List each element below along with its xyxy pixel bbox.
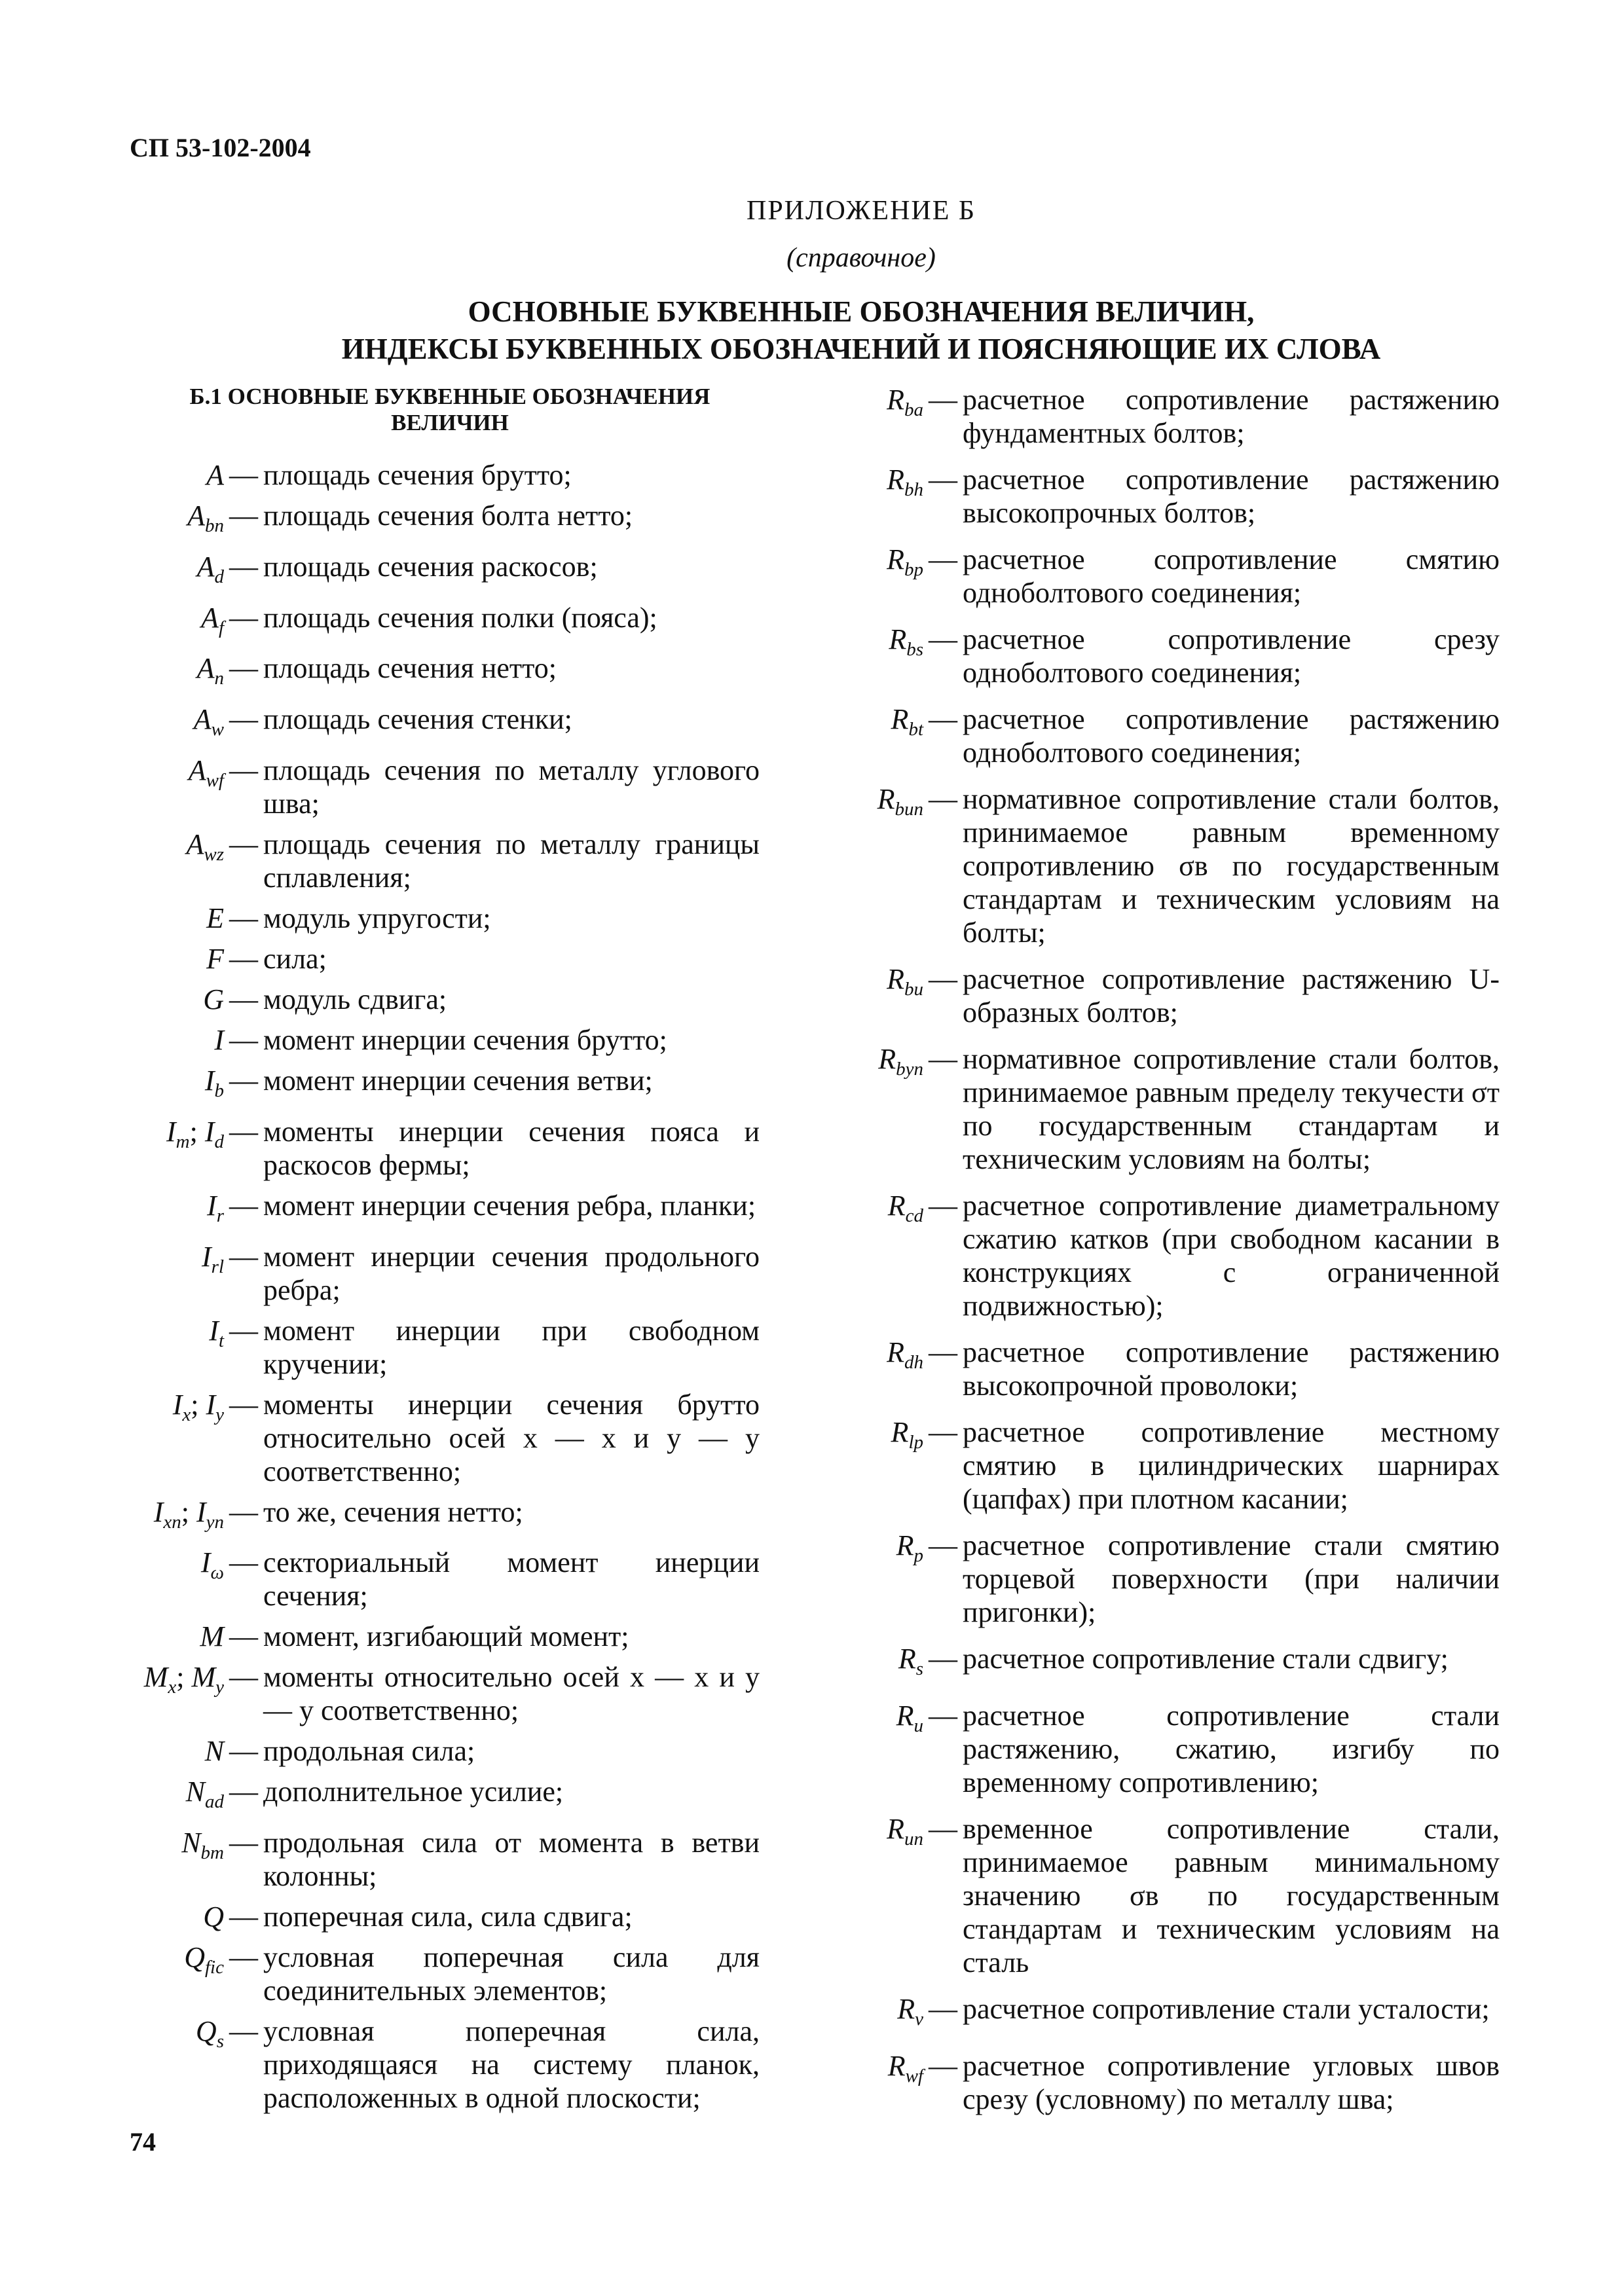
symbol: [124, 942, 224, 975]
symbol-subscript: y: [215, 1677, 224, 1698]
symbol-description: площадь сечения по металлу углового шва;: [263, 754, 760, 820]
symbol-description: момент, изгибающий момент;: [263, 1620, 629, 1653]
symbol-description: условная поперечная сила, приходящаяся на систему планок, расположенных в одной плоскости;: [263, 2015, 760, 2115]
entry-dash: —: [229, 902, 258, 934]
symbol: [124, 1064, 224, 1108]
symbol: [124, 1826, 224, 1870]
symbol-entry: [124, 1115, 760, 1182]
symbol-entry: [124, 754, 760, 820]
symbol-entry: [124, 1064, 760, 1108]
symbol-base: A: [187, 500, 205, 532]
entry-dash: —: [229, 550, 258, 583]
symbol-base: A: [201, 601, 219, 634]
symbol-description: площадь сечения брутто;: [263, 459, 572, 491]
symbol-base: A: [186, 828, 204, 860]
symbol: [845, 1812, 923, 1856]
symbol-subscript: bh: [904, 479, 923, 500]
entry-dash: —: [929, 384, 957, 416]
symbol-description: секториальный момент инерции сечения;: [263, 1546, 760, 1613]
symbol: [845, 383, 923, 427]
left-symbol-column: [124, 458, 760, 2122]
symbol-base: I: [214, 1023, 224, 1056]
symbol-subscript: n: [214, 668, 224, 689]
symbol: [124, 458, 224, 492]
symbol-base: I: [209, 1314, 219, 1347]
symbol-entry: [845, 1699, 1500, 1799]
appendix-note: (справочное): [786, 243, 936, 273]
symbol-description: площадь сечения раскосов;: [263, 550, 598, 583]
symbol: [845, 962, 923, 1006]
symbol: [124, 702, 224, 746]
entry-dash: —: [229, 1827, 258, 1859]
symbol-base: A: [188, 754, 206, 786]
symbol-description: нормативное сопротивление стали болтов, принимаемое равным пределу текучести σт по государственным стандартам и техническим условиям на болты;: [963, 1043, 1500, 1175]
symbol-base: I: [196, 1495, 206, 1528]
symbol: $I_{xn}$; $I_{yn}$: [153, 1495, 224, 1533]
symbol-description: площадь сечения болта нетто;: [263, 500, 633, 532]
symbol-subscript: m: [175, 1131, 190, 1152]
symbol-description: расчетное сопротивление стали сдвигу;: [963, 1643, 1449, 1675]
symbol-entry: [124, 601, 760, 645]
symbol-description: момент инерции сечения брутто;: [263, 1023, 667, 1056]
entry-dash: —: [229, 1023, 258, 1056]
symbol-base: R: [896, 1699, 914, 1732]
entry-dash: —: [229, 1064, 258, 1097]
entry-dash: —: [929, 1812, 957, 1845]
symbol-subscript: byn: [896, 1058, 923, 1080]
symbol: [124, 601, 224, 645]
symbol-subscript: lp: [908, 1431, 923, 1453]
symbol-description: дополнительное усилие;: [263, 1776, 564, 1808]
symbol-subscript: cd: [905, 1205, 923, 1226]
symbol: [124, 828, 224, 871]
symbol-subscript: s: [216, 2030, 224, 2052]
symbol-entry: [845, 623, 1500, 689]
symbol-subscript: r: [216, 1205, 224, 1226]
symbol: [124, 2014, 224, 2058]
section-title: [172, 384, 728, 436]
main-title-line-1: ОСНОВНЫЕ БУКВЕННЫЕ ОБОЗНАЧЕНИЯ ВЕЛИЧИН,: [468, 295, 1255, 328]
symbol-subscript: rl: [211, 1256, 224, 1277]
symbol-entry: [124, 1941, 760, 2007]
symbol-subscript: v: [915, 2008, 923, 2030]
symbol-entry: [124, 828, 760, 894]
symbol-description: момент инерции сечения ветви;: [263, 1064, 653, 1097]
entry-dash: —: [229, 1495, 258, 1528]
symbol: [845, 623, 923, 666]
symbol-entry: [124, 1023, 760, 1057]
symbol-description: площадь сечения по металлу границы сплавления;: [263, 828, 760, 894]
entry-dash: —: [229, 500, 258, 532]
symbol-base: A: [196, 550, 215, 583]
entry-dash: —: [929, 1992, 957, 2025]
entry-dash: —: [229, 1546, 258, 1579]
appendix-title: ПРИЛОЖЕНИЕ Б: [746, 196, 976, 226]
symbol-entry: [124, 1660, 760, 1727]
symbol-subscript: wf: [905, 2065, 923, 2086]
symbol-base: R: [877, 783, 895, 815]
entry-dash: —: [229, 828, 258, 860]
symbol-base: Q: [184, 1941, 205, 1974]
symbol-base: I: [206, 1388, 216, 1421]
symbol-base: I: [200, 1546, 211, 1579]
symbol-description: площадь сечения нетто;: [263, 652, 557, 685]
symbol-entry: [845, 962, 1500, 1029]
symbol-base: N: [185, 1776, 205, 1808]
entry-dash: —: [929, 1643, 957, 1675]
symbol-base: R: [887, 1336, 904, 1368]
page-number: 74: [130, 2127, 156, 2157]
symbol-entry: [845, 782, 1500, 949]
entry-dash: —: [229, 1314, 258, 1347]
symbol-description: расчетное сопротивление растяжению высокопрочных болтов;: [963, 464, 1500, 529]
entry-dash: —: [229, 983, 258, 1015]
symbol-entry: [124, 1775, 760, 1819]
symbol-subscript: d: [214, 566, 224, 587]
symbol-description: поперечная сила, сила сдвига;: [263, 1901, 633, 1933]
symbol-description: модуль сдвига;: [263, 983, 447, 1015]
symbol-entry: [124, 458, 760, 492]
symbol-subscript: y: [215, 1404, 224, 1425]
symbol-description: расчетное сопротивление растяжению U-образных болтов;: [963, 963, 1500, 1029]
symbol-base: N: [181, 1827, 201, 1859]
symbol-subscript: ad: [205, 1791, 224, 1813]
symbol-description: сила;: [263, 942, 327, 975]
symbol-entry: [845, 1042, 1500, 1176]
symbol-entry: [845, 1529, 1500, 1629]
entry-dash: —: [929, 1190, 957, 1222]
entry-dash: —: [229, 2015, 258, 2048]
entry-dash: —: [229, 1941, 258, 1974]
entry-dash: —: [929, 1529, 957, 1561]
symbol-description: расчетное сопротивление смятию одноболтового соединения;: [963, 543, 1500, 609]
symbol-description: расчетное сопротивление растяжению фундаментных болтов;: [963, 384, 1500, 449]
symbol-entry: [845, 2049, 1500, 2116]
symbol-base: R: [897, 1992, 915, 2025]
symbol: [845, 543, 923, 587]
symbol-subscript: ba: [904, 399, 923, 420]
symbol-subscript: p: [913, 1544, 923, 1566]
symbol: [845, 1529, 923, 1573]
entry-dash: —: [929, 783, 957, 815]
symbol-description: моменты инерции сечения брутто относительно осей x — x и y — y соответственно;: [263, 1388, 760, 1487]
entry-dash: —: [229, 942, 258, 975]
symbol-entry: [124, 2014, 760, 2115]
symbol-base: Q: [195, 2015, 217, 2048]
symbol-entry: [845, 463, 1500, 530]
symbol-base: E: [206, 902, 224, 934]
symbol-entry: [845, 1992, 1500, 2036]
symbol-subscript: bt: [908, 718, 923, 740]
symbol-entry: [124, 1189, 760, 1233]
symbol-entry: [124, 942, 760, 975]
symbol-description: моменты инерции сечения пояса и раскосов фермы;: [263, 1115, 760, 1181]
symbol-entry: [124, 550, 760, 594]
section-title-line-1: Б.1 ОСНОВНЫЕ БУКВЕННЫЕ ОБОЗНАЧЕНИЯ: [189, 384, 710, 409]
symbol: [845, 1699, 923, 1743]
symbol-base: R: [898, 1643, 916, 1675]
entry-dash: —: [229, 754, 258, 786]
symbol: [124, 499, 224, 543]
symbol-subscript: fic: [205, 1956, 224, 1978]
symbol-description: моменты относительно осей x — x и y — y соответственно;: [263, 1661, 760, 1727]
symbol-entry: [124, 1546, 760, 1613]
symbol-description: момент инерции сечения продольного ребра;: [263, 1240, 760, 1306]
symbol-base: R: [887, 384, 904, 416]
symbol: $I_m$; $I_d$: [166, 1115, 224, 1152]
symbol-description: расчетное сопротивление стали смятию торцевой поверхности (при наличии пригонки);: [963, 1529, 1500, 1628]
entry-dash: —: [229, 1735, 258, 1768]
symbol: [124, 1900, 224, 1933]
entry-dash: —: [229, 1115, 258, 1148]
symbol-entry: [845, 1642, 1500, 1686]
entry-dash: —: [929, 1416, 957, 1448]
symbol-subscript: d: [214, 1131, 224, 1152]
symbol-description: расчетное сопротивление стали растяжению, сжатию, изгибу по временному сопротивлению;: [963, 1699, 1500, 1798]
entry-dash: —: [229, 1388, 258, 1421]
symbol-entry: [124, 902, 760, 935]
symbol-entry: [124, 1734, 760, 1768]
symbol-subscript: bn: [205, 515, 224, 536]
symbol: [124, 1734, 224, 1768]
symbol-base: I: [202, 1240, 212, 1273]
symbol-subscript: w: [211, 718, 224, 740]
symbol: [124, 1546, 224, 1590]
symbol-subscript: bs: [906, 638, 923, 660]
symbol-base: G: [203, 983, 224, 1015]
symbol-entry: [124, 1900, 760, 1933]
symbol-base: R: [887, 543, 904, 575]
symbol-description: расчетное сопротивление диаметральному сжатию катков (при свободном касании в конструкциях с ограниченной подвижностью);: [963, 1190, 1500, 1322]
symbol-base: F: [206, 942, 224, 975]
symbol-base: M: [143, 1661, 168, 1694]
symbol: [124, 1023, 224, 1057]
entry-dash: —: [229, 459, 258, 491]
symbol-entry: [845, 1336, 1500, 1402]
symbol-description: площадь сечения полки (пояса);: [263, 601, 657, 634]
entry-dash: —: [929, 1336, 957, 1368]
symbol-base: I: [204, 1115, 215, 1148]
symbol-entry: [124, 983, 760, 1016]
symbol-description: расчетное сопротивление местному смятию в цилиндрических шарнирах (цапфах) при плотном касании;: [963, 1416, 1500, 1515]
symbol: [845, 1042, 923, 1086]
entry-dash: —: [929, 464, 957, 496]
symbol: [124, 550, 224, 594]
entry-dash: —: [929, 1043, 957, 1075]
symbol: [124, 902, 224, 935]
symbol-subscript: dh: [904, 1351, 923, 1373]
symbol: $M_x$; $M_y$: [143, 1661, 224, 1698]
entry-dash: —: [229, 1240, 258, 1273]
symbol-entry: [845, 1415, 1500, 1516]
entry-dash: —: [929, 703, 957, 735]
section-title-line-2: ВЕЛИЧИН: [391, 410, 509, 435]
symbol: $I_x$; $I_y$: [172, 1388, 224, 1425]
symbol-description: расчетное сопротивление срезу одноболтового соединения;: [963, 623, 1500, 689]
symbol-subscript: wf: [206, 769, 224, 791]
symbol-entry: [124, 651, 760, 695]
symbol-base: M: [200, 1620, 224, 1653]
symbol-subscript: f: [218, 617, 224, 638]
symbol-base: R: [887, 1190, 906, 1222]
entry-dash: —: [229, 1901, 258, 1933]
symbol-subscript: ω: [210, 1562, 224, 1584]
symbol-entry: [845, 1189, 1500, 1322]
entry-dash: —: [229, 1620, 258, 1653]
symbol-base: R: [887, 2049, 906, 2082]
symbol-subscript: xn: [163, 1511, 181, 1533]
symbol-subscript: s: [915, 1658, 923, 1679]
symbol-subscript: bu: [904, 978, 923, 1000]
symbol-description: продольная сила;: [263, 1735, 475, 1768]
main-title: [0, 293, 1624, 368]
symbol-entry: [124, 499, 760, 543]
symbol-base: I: [172, 1388, 183, 1421]
symbol-base: R: [887, 963, 904, 995]
symbol-description: площадь сечения стенки;: [263, 703, 572, 736]
symbol-subscript: b: [214, 1080, 224, 1101]
symbol: [124, 1314, 224, 1358]
symbol-base: A: [193, 703, 212, 736]
symbol-entry: [124, 702, 760, 746]
symbol-description: модуль упругости;: [263, 902, 491, 934]
symbol-entry: [845, 1812, 1500, 1979]
symbol: [845, 702, 923, 746]
symbol: [845, 1992, 923, 2036]
symbol-subscript: un: [904, 1828, 923, 1850]
main-title-line-2: ИНДЕКСЫ БУКВЕННЫХ ОБОЗНАЧЕНИЙ И ПОЯСНЯЮЩИЕ ИХ СЛОВА: [341, 333, 1381, 365]
symbol: [845, 463, 923, 507]
symbol-entry: [124, 1826, 760, 1893]
entry-dash: —: [929, 543, 957, 575]
symbol-entry: [845, 543, 1500, 610]
symbol-entry: [124, 1495, 760, 1539]
symbol-subscript: bun: [895, 798, 923, 820]
symbol-description: расчетное сопротивление угловых швов срезу (условному) по металлу шва;: [963, 2049, 1500, 2115]
symbol: [845, 1336, 923, 1379]
symbol-entry: [845, 383, 1500, 450]
symbol-subscript: yn: [206, 1511, 224, 1533]
entry-dash: —: [929, 2049, 957, 2082]
symbol-base: R: [889, 623, 907, 655]
symbol-description: то же, сечения нетто;: [263, 1495, 523, 1528]
symbol-subscript: x: [168, 1677, 177, 1698]
symbol: [124, 1620, 224, 1653]
symbol-subscript: x: [182, 1404, 191, 1425]
symbol-entry: [124, 1620, 760, 1653]
symbol-base: I: [204, 1064, 215, 1097]
symbol: [845, 782, 923, 826]
entry-dash: —: [229, 1776, 258, 1808]
entry-dash: —: [229, 652, 258, 685]
entry-dash: —: [229, 601, 258, 634]
symbol-entry: [845, 702, 1500, 769]
symbol-subscript: t: [218, 1330, 224, 1351]
symbol-base: R: [878, 1043, 896, 1075]
symbol: [124, 1775, 224, 1819]
symbol-base: R: [891, 703, 909, 735]
symbol-base: R: [887, 464, 904, 496]
symbol-subscript: wz: [204, 843, 224, 865]
symbol-base: Q: [203, 1901, 224, 1933]
symbol-description: момент инерции при свободном кручении;: [263, 1314, 760, 1380]
symbol-base: A: [196, 652, 215, 685]
symbol-base: R: [891, 1416, 909, 1448]
symbol: [124, 983, 224, 1016]
symbol-entry: [124, 1240, 760, 1307]
entry-dash: —: [229, 1661, 258, 1694]
symbol-base: M: [191, 1661, 216, 1694]
entry-dash: —: [929, 623, 957, 655]
symbol-description: условная поперечная сила для соединительных элементов;: [263, 1941, 760, 2007]
symbol-description: нормативное сопротивление стали болтов, принимаемое равным временному сопротивлению σв по государственным стандартам и техническим условиям на болты;: [963, 783, 1500, 949]
symbol: [124, 651, 224, 695]
symbol: [124, 1941, 224, 1984]
symbol-base: R: [896, 1529, 914, 1561]
symbol-base: I: [207, 1189, 217, 1222]
entry-dash: —: [929, 963, 957, 995]
entry-dash: —: [229, 1189, 258, 1222]
symbol-base: R: [887, 1812, 904, 1845]
right-symbol-column: [845, 383, 1500, 2129]
symbol-subscript: bm: [200, 1842, 224, 1863]
symbol-entry: [124, 1388, 760, 1488]
symbol-base: N: [204, 1735, 224, 1768]
symbol: [845, 1642, 923, 1686]
symbol-base: I: [166, 1115, 176, 1148]
symbol-description: расчетное сопротивление растяжению высокопрочной проволоки;: [963, 1336, 1500, 1402]
symbol-base: A: [206, 459, 224, 491]
symbol-entry: [124, 1314, 760, 1381]
symbol: [124, 754, 224, 797]
symbol-description: расчетное сопротивление стали усталости;: [963, 1992, 1490, 2025]
entry-dash: —: [929, 1699, 957, 1732]
entry-dash: —: [229, 703, 258, 736]
symbol-base: I: [153, 1495, 164, 1528]
symbol: [845, 1189, 923, 1233]
symbol: [845, 2049, 923, 2093]
symbol-subscript: u: [913, 1715, 923, 1736]
document-code: СП 53-102-2004: [130, 133, 311, 162]
symbol: [124, 1189, 224, 1233]
symbol-subscript: bp: [904, 558, 923, 580]
symbol: [845, 1415, 923, 1459]
symbol-description: временное сопротивление стали, принимаемое равным минимальному значению σв по государственным стандартам и техническим условиям на сталь: [963, 1812, 1500, 1978]
symbol-description: момент инерции сечения ребра, планки;: [263, 1189, 756, 1222]
symbol-description: расчетное сопротивление растяжению одноболтового соединения;: [963, 703, 1500, 769]
symbol-description: продольная сила от момента в ветви колонны;: [263, 1827, 760, 1893]
symbol: [124, 1240, 224, 1284]
